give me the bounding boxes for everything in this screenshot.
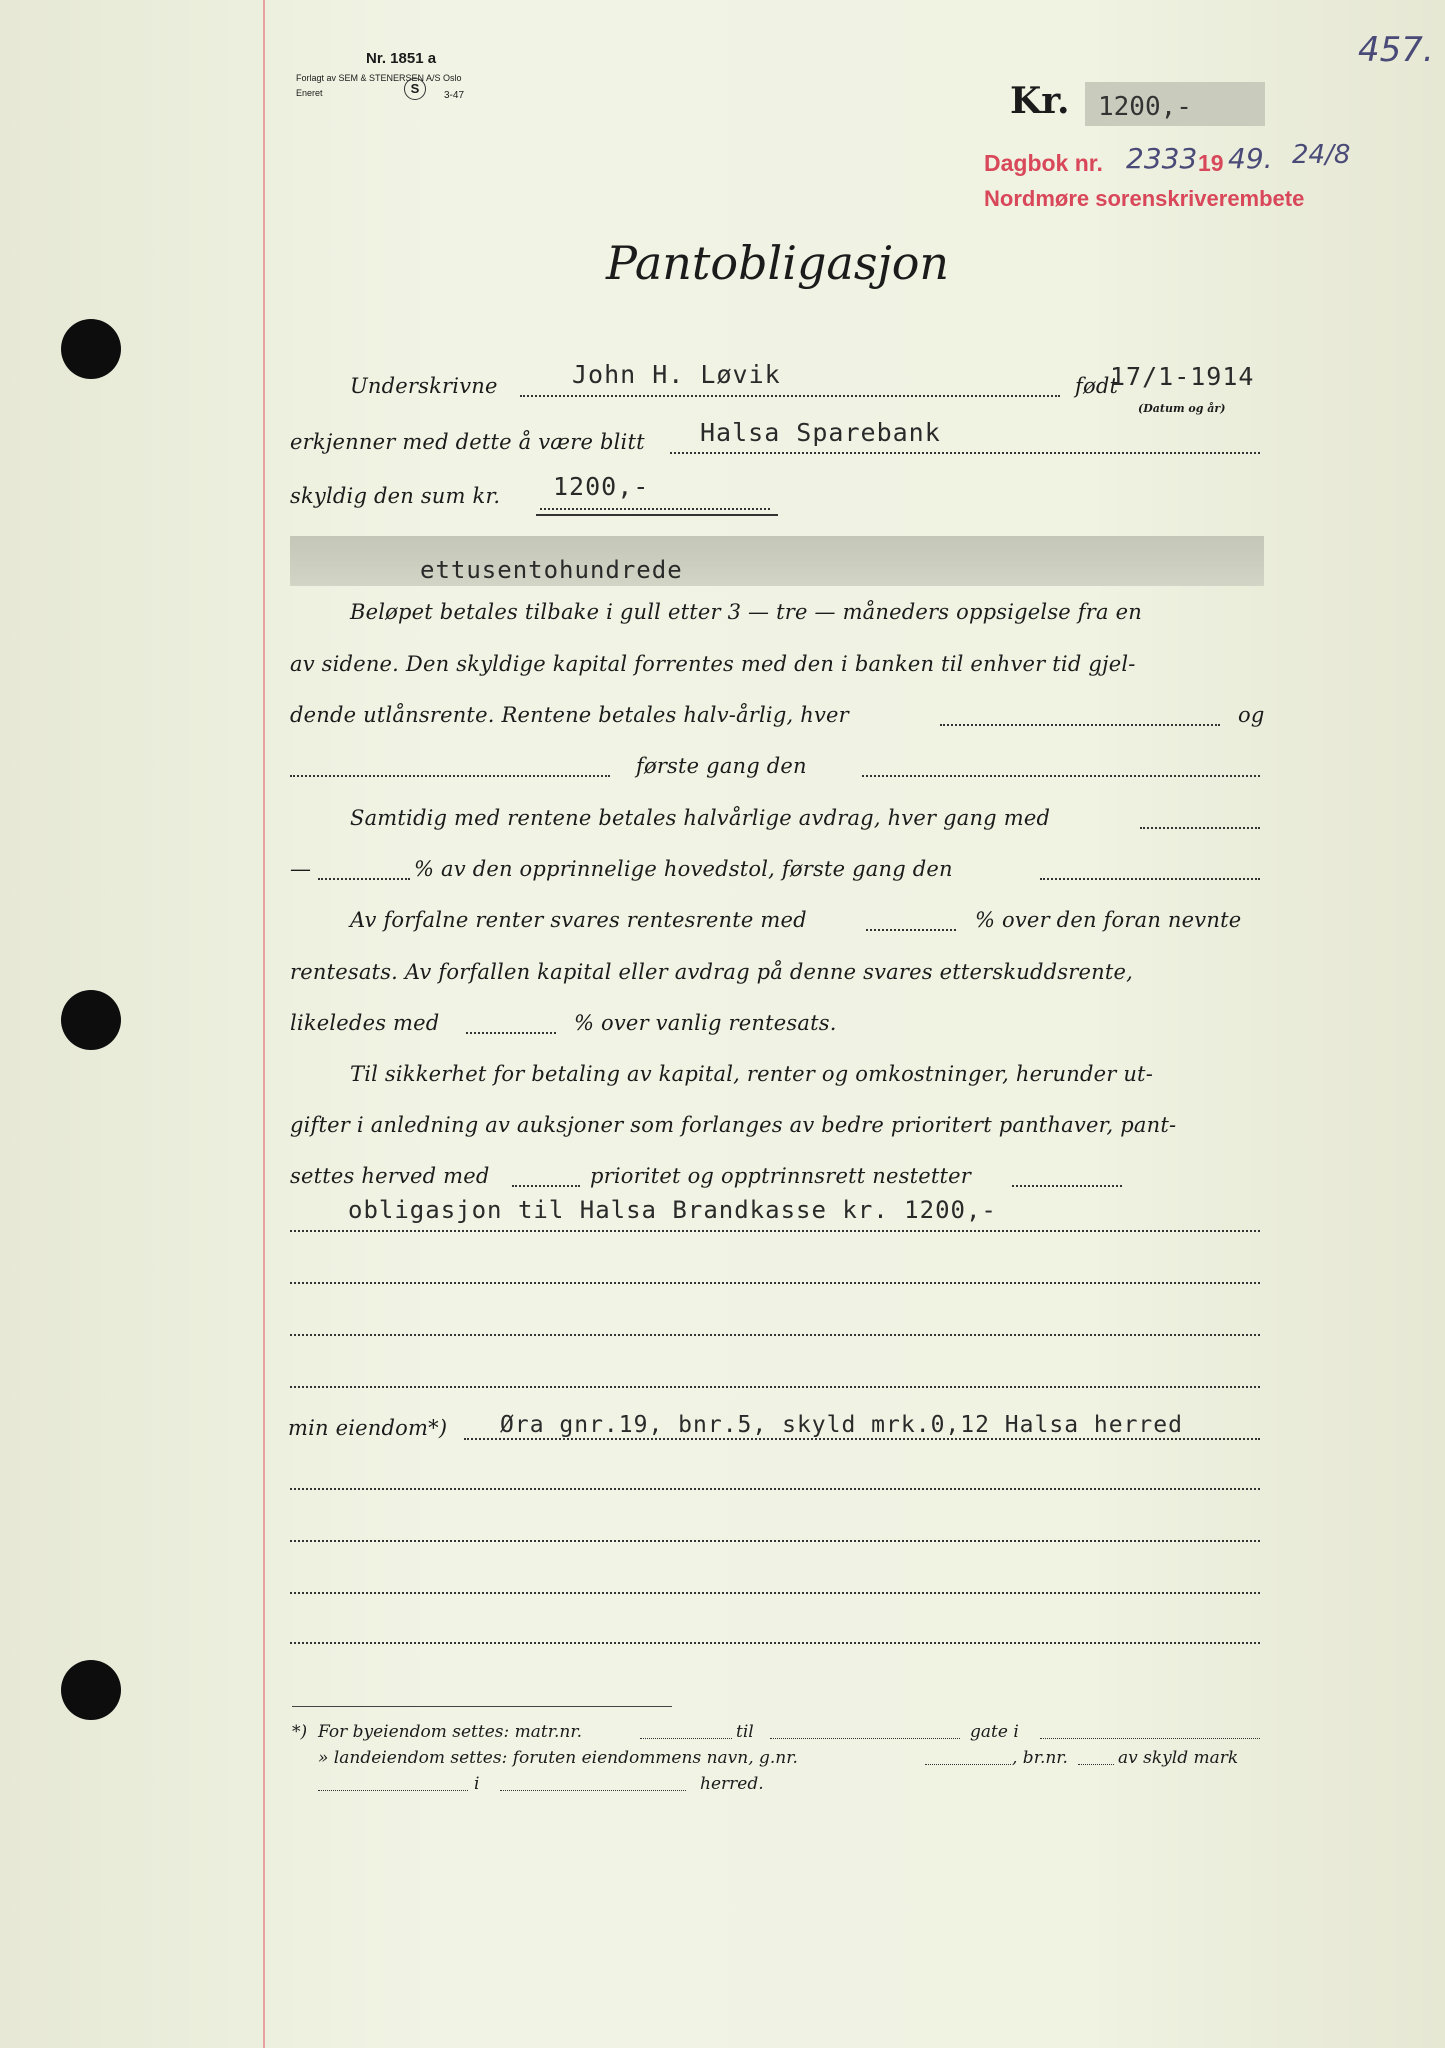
footnote-skyld: av skyld mark (1118, 1748, 1239, 1768)
property-label: min eiendom*) (288, 1416, 448, 1440)
p4-dots-a (512, 1185, 580, 1187)
sum-value: 1200,- (553, 472, 650, 501)
p3-line1: Av forfalne renter svares rentesrente med (350, 908, 807, 932)
creditor-label: erkjenner med dette å være blitt (290, 430, 645, 454)
creditor-value: Halsa Sparebank (700, 418, 941, 447)
punch-hole-top (61, 319, 121, 379)
footnote-marker: *) (292, 1722, 308, 1742)
document-title: Pantobligasjon (606, 236, 950, 290)
fn-dots-3 (1040, 1738, 1260, 1739)
publisher-code: 3-47 (444, 90, 465, 101)
p4-line3: settes herved med (290, 1164, 490, 1188)
blank-line-8 (290, 1642, 1260, 1644)
publisher-logo: S (404, 78, 426, 100)
fn-dots-7 (500, 1790, 686, 1791)
punch-hole-middle (61, 990, 121, 1050)
born-label: født (1075, 374, 1119, 398)
p4-line3b: prioritet og opptrinnsrett nestetter (590, 1164, 972, 1188)
fn-dots-4 (925, 1764, 1011, 1765)
sum-words: ettusentohundrede (420, 556, 683, 584)
p1-dots-a (940, 724, 1220, 726)
p1-dots-b (290, 775, 610, 777)
blank-line-6 (290, 1540, 1260, 1542)
property-value: Øra gnr.19, bnr.5, skyld mrk.0,12 Halsa herred (500, 1412, 1183, 1438)
p2-dash: — (290, 857, 312, 881)
p2-dots-b (318, 878, 410, 880)
fn-dots-5 (1078, 1764, 1114, 1765)
p2-dots-c (1040, 878, 1260, 880)
p3-line1b: % over den foran nevnte (975, 908, 1242, 932)
p3-line3b: % over vanlig rentesats. (574, 1011, 837, 1035)
margin-rule (263, 0, 265, 2048)
footnote-line1: For byeiendom settes: matr.nr. (318, 1722, 582, 1742)
publisher-line: Forlagt av SEM & STENERSEN A/S Oslo (296, 73, 462, 83)
office-stamp: Nordmøre sorenskriverembete (984, 186, 1305, 211)
creditor-dots (670, 452, 1260, 454)
property-dots (464, 1438, 1260, 1440)
footnote-rule (292, 1706, 672, 1707)
footnote-line2: » landeiendom settes: foruten eiendommens navn, g.nr. (318, 1748, 798, 1768)
signer-label: Underskrivne (350, 374, 498, 398)
form-number: Nr. 1851 a (366, 50, 437, 67)
p3-dots-b (466, 1032, 556, 1034)
footnote-i: i (474, 1774, 480, 1794)
p1-og: og (1238, 703, 1265, 727)
blank-line-4 (290, 1386, 1260, 1388)
sum-underline (536, 514, 778, 516)
sum-label: skyldig den sum kr. (290, 484, 501, 508)
p4-line1: Til sikkerhet for betaling av kapital, renter og omkostninger, herunder ut- (350, 1062, 1153, 1086)
born-note: (Datum og år) (1138, 402, 1226, 415)
fn-dots-1 (640, 1738, 732, 1739)
p2-line2: % av den opprinnelige hovedstol, første gang den (414, 857, 953, 881)
footnote-herred: herred. (700, 1774, 764, 1794)
p4-line2: gifter i anledning av auksjoner som forlanges av bedre prioritert panthaver, pant- (290, 1113, 1177, 1137)
blank-line-2 (290, 1282, 1260, 1284)
p1-line2: av sidene. Den skyldige kapital forrentes med den i banken til enhver tid gjel- (290, 652, 1136, 676)
amount-label: Kr. (1010, 80, 1070, 122)
signer-dots (520, 395, 1060, 397)
fn-dots-2 (770, 1738, 960, 1739)
fn-dots-6 (318, 1790, 468, 1791)
dagbok-number: 2333 (1126, 142, 1198, 175)
dagbok-label: Dagbok nr. (984, 150, 1103, 176)
p3-line3: likeledes med (290, 1011, 440, 1035)
p3-line2: rentesats. Av forfallen kapital eller avdrag på denne svares etterskuddsrente, (290, 960, 1133, 984)
dagbok-year: 49. (1228, 142, 1273, 175)
p2-line1: Samtidig med rentene betales halvårlige avdrag, hver gang med (350, 806, 1051, 830)
dagbok-date: 24/8 (1292, 140, 1351, 170)
blank-line-5 (290, 1488, 1260, 1490)
p1-line4: første gang den (636, 754, 807, 778)
footnote-brnr: , br.nr. (1012, 1748, 1068, 1768)
amount-value: 1200,- (1098, 92, 1192, 122)
sum-dots (540, 508, 770, 510)
dagbok-year-prefix: 19 (1198, 150, 1224, 176)
blank-line-7 (290, 1592, 1260, 1594)
publisher-rights: Eneret (296, 88, 323, 98)
punch-hole-bottom (61, 1660, 121, 1720)
p1-line3: dende utlånsrente. Rentene betales halv-årlig, hver (290, 703, 849, 727)
p2-dots-a (1140, 827, 1260, 829)
p4-dots-b (1012, 1185, 1122, 1187)
prior-claim: obligasjon til Halsa Brandkasse kr. 1200,- (348, 1196, 997, 1224)
p1-dots-c (862, 775, 1260, 777)
footnote-gate: gate i (970, 1722, 1019, 1742)
p1-line1: Beløpet betales tilbake i gull etter 3 — tre — måneders oppsigelse fra en (350, 600, 1142, 624)
blank-line-1 (290, 1230, 1260, 1232)
p3-dots-a (866, 929, 956, 931)
signer-value: John H. Løvik (572, 360, 781, 389)
born-value: 17/1-1914 (1110, 362, 1255, 391)
page-number: 457. (1358, 30, 1434, 70)
blank-line-3 (290, 1334, 1260, 1336)
footnote-til: til (736, 1722, 754, 1742)
